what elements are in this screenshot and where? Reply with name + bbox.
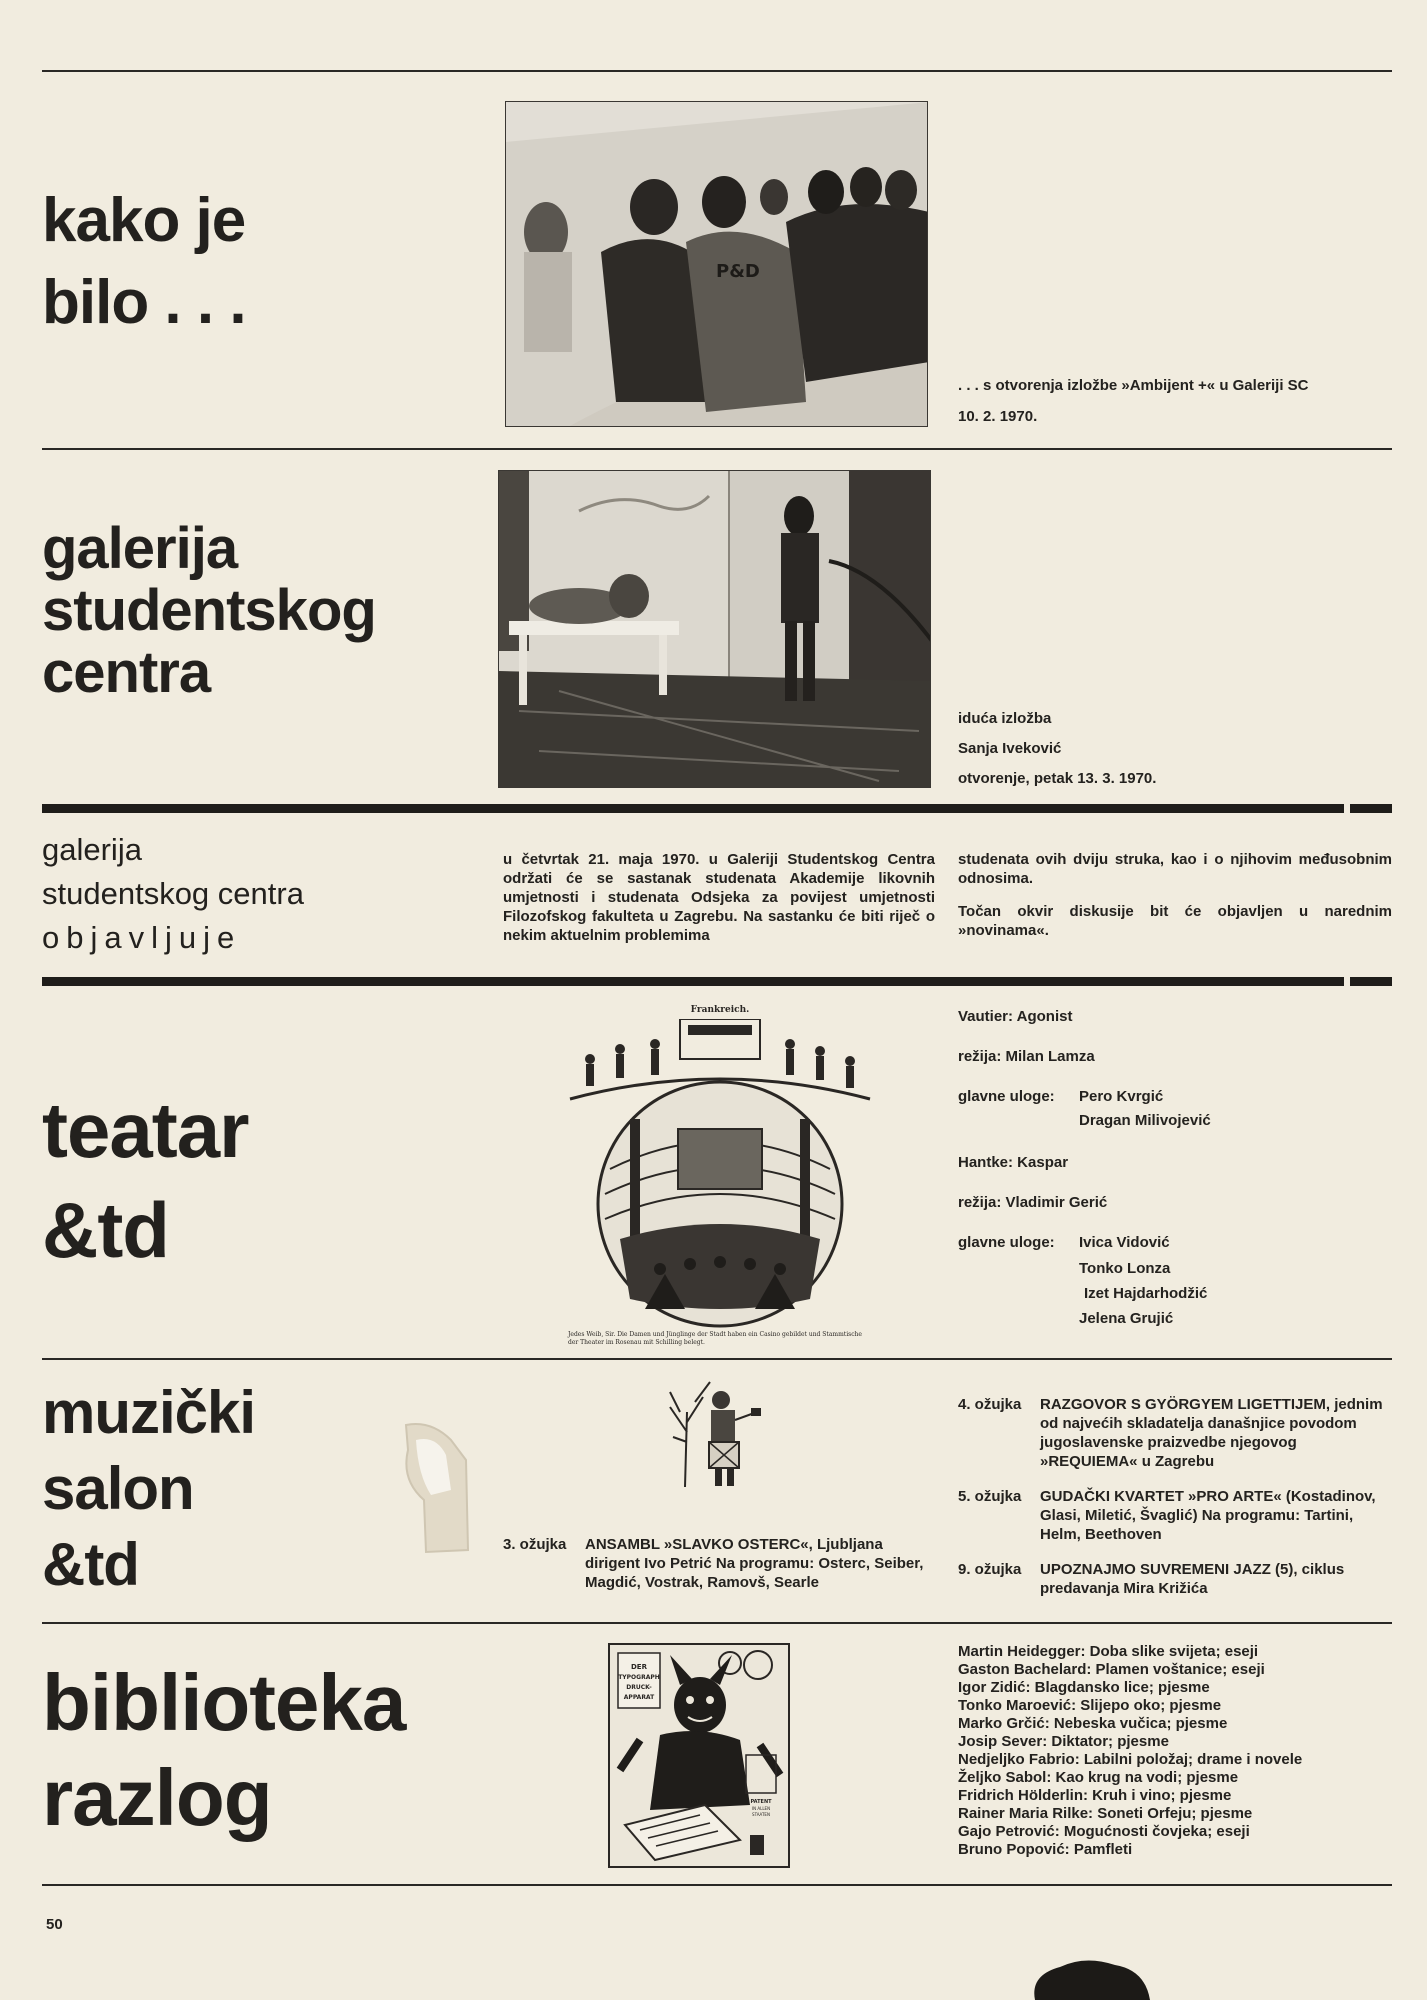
section-rule <box>42 1358 1392 1360</box>
section-rule <box>42 1622 1392 1624</box>
cast-row <box>958 1233 1392 1259</box>
engraving-caption-top: Frankreich. <box>690 1005 750 1015</box>
paper-stain <box>396 1420 471 1555</box>
title-line: objavljuje <box>42 920 242 955</box>
thick-rule <box>42 977 1392 986</box>
book-entry: Igor Zidić: Blagdansko lice; pjesme <box>958 1679 1210 1696</box>
svg-text:P&D: P&D <box>716 261 760 282</box>
section-title-kako-je-bilo <box>42 180 246 344</box>
ink-blot <box>1025 1955 1155 2000</box>
title-line: kako je <box>42 186 246 255</box>
event-date: 4. ožujka <box>958 1396 1022 1413</box>
caption-line: . . . s otvorenja izložbe »Ambijent +« u Galeriji SC <box>958 377 1309 394</box>
cast-member: Pero Kvrgić <box>1079 1088 1164 1105</box>
cast-member: Izet Hajdarhodžić <box>1084 1285 1208 1302</box>
announcement-text: u četvrtak 21. maja 1970. u Galeriji Studentskog Centra održati će se sastanak studenata Akademije likovnih umjetnosti i studenata Odsjeka za povijest umjetnosti Filozofskog fakulteta u Zagrebu. Na sastanku će biti riječ o nekim aktuelnim problemima <box>503 851 935 944</box>
theater-program <box>958 1007 1392 1334</box>
announcement-column-1 <box>503 850 935 945</box>
book-entry: Nedjeljko Fabrio: Labilni položaj; drame i novele <box>958 1751 1303 1768</box>
caption-line: 10. 2. 1970. <box>958 408 1038 425</box>
cast-member: Tonko Lonza <box>1079 1260 1171 1277</box>
cast-row <box>958 1087 1392 1111</box>
section-rule <box>42 448 1392 450</box>
event-description: UPOZNAJMO SUVREMENI JAZZ (5), ciklus predavanja Mira Križića <box>1040 1561 1345 1597</box>
play-title: Vautier: Agonist <box>958 1008 1073 1025</box>
title-line: &td <box>42 1186 169 1274</box>
book-entry: Josip Sever: Diktator; pjesme <box>958 1733 1169 1750</box>
title-line: bilo . . . <box>42 268 246 337</box>
book-entry: Tonko Maroević: Slijepo oko; pjesme <box>958 1697 1222 1714</box>
announcement-column-2 <box>958 850 1392 940</box>
book-entry: Gaston Bachelard: Plamen voštanice; eseji <box>958 1661 1265 1678</box>
cast-label: glavne uloge: <box>958 1088 1055 1105</box>
book-list <box>958 1643 1392 1859</box>
title-line: galerija <box>42 516 238 581</box>
event-description: ANSAMBL »SLAVKO OSTERC«, Ljubljana dirigent Ivo Petrić Na programu: Osterc, Seiber, Magdić, Vostrak, Ramovš, Searle <box>585 1536 924 1591</box>
thick-rule <box>42 804 1392 813</box>
music-event-ansambl <box>503 1535 939 1608</box>
music-event <box>958 1560 1394 1598</box>
play-direction: režija: Milan Lamza <box>958 1048 1095 1065</box>
top-rule <box>42 70 1392 72</box>
title-line: studentskog <box>42 578 376 643</box>
typograph-devil-illustration <box>608 1643 790 1868</box>
music-events-list <box>958 1395 1394 1614</box>
page-number: 50 <box>46 1916 63 1933</box>
play-title: Hantke: Kaspar <box>958 1154 1069 1171</box>
gallery-installation-photo <box>498 470 931 788</box>
cast-member: Jelena Grujić <box>1079 1310 1174 1327</box>
title-line: razlog <box>42 1753 272 1842</box>
book-entry: Martin Heidegger: Doba slike svijeta; eseji <box>958 1643 1259 1660</box>
section-title-objavljuje <box>42 828 304 960</box>
event-date: 5. ožujka <box>958 1488 1022 1505</box>
music-event <box>958 1487 1394 1544</box>
exhibition-opening-photo <box>505 101 928 427</box>
svg-text:PATENT: PATENT <box>750 1799 772 1805</box>
book-entry: Željko Sabol: Kao krug na vodi; pjesme <box>958 1769 1239 1786</box>
book-entry: Fridrich Hölderlin: Kruh i vino; pjesme <box>958 1787 1232 1804</box>
cast-member: Ivica Vidović <box>1079 1234 1170 1251</box>
section-title-teatar <box>42 1080 248 1280</box>
caption-kako-je-bilo <box>958 370 1398 432</box>
event-description: GUDAČKI KVARTET »PRO ARTE« (Kostadinov, Glasi, Miletić, Švaglić) Na programu: Tartini, Helm, Beethoven <box>1040 1488 1376 1543</box>
caption-next-exhibition <box>958 704 1378 794</box>
theater-illustration <box>560 1019 880 1329</box>
drummer-illustration <box>665 1372 765 1490</box>
section-title-biblioteka-razlog <box>42 1655 405 1845</box>
section-title-galerija <box>42 518 376 704</box>
announcement-text: studenata ovih dviju struka, kao i o njihovim međusobnim odnosima. <box>958 851 1392 887</box>
play-direction: režija: Vladimir Gerić <box>958 1194 1108 1211</box>
event-description: RAZGOVOR S GYÖRGYEM LIGETTIJEM, jednim od najvećih skladatelja današnjice povodom jugoslavenske praizvedbe njegovog »REQUIEMA« u Zagrebu <box>1040 1396 1383 1470</box>
cast-label: glavne uloge: <box>958 1234 1055 1251</box>
event-date: 9. ožujka <box>958 1561 1022 1578</box>
title-line: teatar <box>42 1086 249 1174</box>
svg-text:DER: DER <box>631 1663 647 1671</box>
title-line: muzički <box>42 1379 256 1446</box>
svg-text:STAATEN: STAATEN <box>752 1812 770 1817</box>
svg-text:IN ALLEN: IN ALLEN <box>751 1806 771 1811</box>
caption-line: otvorenje, petak 13. 3. 1970. <box>958 770 1157 787</box>
caption-line: iduća izložba <box>958 710 1052 727</box>
section-title-muzicki-salon <box>42 1375 255 1603</box>
title-line: centra <box>42 640 211 705</box>
title-line: salon <box>42 1455 194 1522</box>
caption-line: Sanja Iveković <box>958 740 1062 757</box>
svg-text:TYPOGRAPH: TYPOGRAPH <box>618 1674 660 1681</box>
svg-text:APPARAT: APPARAT <box>623 1694 655 1701</box>
event-date: 3. ožujka <box>503 1536 567 1553</box>
engraving-caption-bottom: Jedes Weib, Sir. Die Damen und Jünglinge der Stadt haben ein Casino gebildet und Stammtische der Theater im Rosenau mit Schilling belegt. <box>568 1331 862 1346</box>
title-line: studentskog centra <box>42 876 304 911</box>
title-line: galerija <box>42 832 142 867</box>
book-entry: Bruno Popović: Pamfleti <box>958 1841 1133 1858</box>
announcement-text: Točan okvir diskusije bit će objavljen u narednim »novinama«. <box>958 903 1392 939</box>
bottom-rule <box>42 1884 1392 1886</box>
book-entry: Marko Grčić: Nebeska vučica; pjesme <box>958 1715 1228 1732</box>
book-entry: Gajo Petrović: Mogućnosti čovjeka; eseji <box>958 1823 1250 1840</box>
title-line: biblioteka <box>42 1658 406 1747</box>
title-line: &td <box>42 1531 139 1598</box>
book-entry: Rainer Maria Rilke: Soneti Orfeju; pjesme <box>958 1805 1253 1822</box>
theater-engraving <box>560 1005 880 1355</box>
cast-member: Dragan Milivojević <box>1079 1112 1211 1129</box>
svg-text:DRUCK-: DRUCK- <box>626 1684 652 1691</box>
music-event <box>503 1535 939 1592</box>
music-event <box>958 1395 1394 1471</box>
